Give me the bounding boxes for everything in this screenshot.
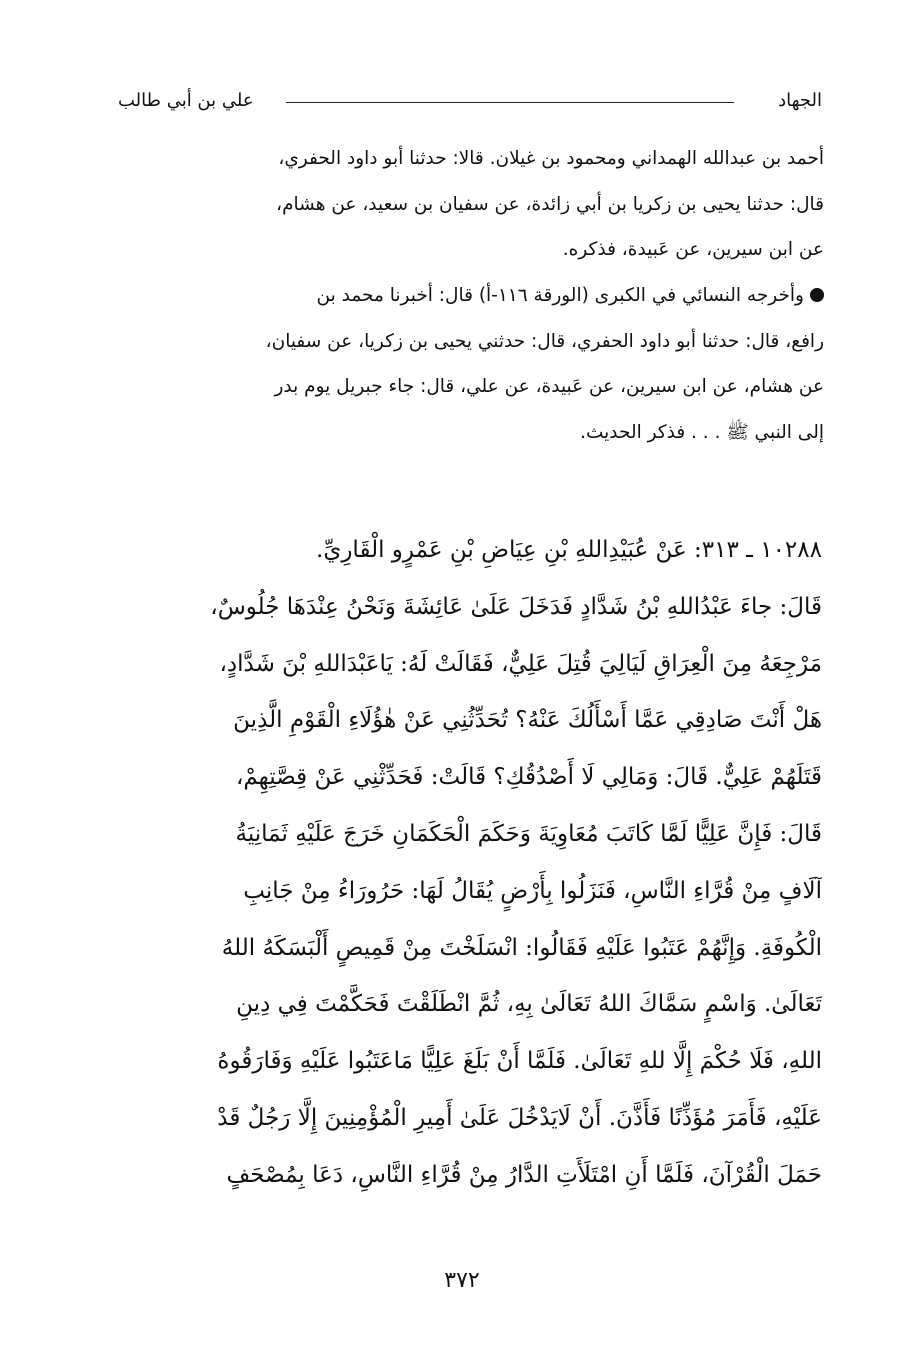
footnote-line: عن ابن سيرين، عن عَبيدة، فذكره. bbox=[562, 239, 824, 261]
footnote-line: وأخرجه النسائي في الكبرى (الورقة ١١٦-أ) قال: أخبرنا محمد بن bbox=[316, 285, 804, 307]
bullet-icon bbox=[810, 288, 824, 302]
page-number: ٣٧٢ bbox=[444, 1268, 480, 1293]
hadith-narrator: عَنْ عُبَيْدِاللهِ بْنِ عِيَاضِ بْنِ عَمْرٍو الْقَارِيِّ. bbox=[316, 537, 687, 563]
footnote-line: رافع، قال: حدثنا أبو داود الحفري، قال: حدثني يحيى بن زكريا، عن سفيان، bbox=[265, 330, 824, 352]
running-header bbox=[118, 88, 822, 118]
footnote-line: عن هشام، عن ابن سيرين، عن عَبيدة، عن علي، قال: جاء جبريل يوم بدر bbox=[274, 376, 824, 398]
hadith-line: هَلْ أَنْتَ صَادِقِي عَمَّا أَسْأَلُكَ عَنْهُ؟ تُحَدِّثُنِي عَنْ هٰؤُلَاءِ الْقَوْمِ الَّذِينَ bbox=[233, 707, 822, 734]
header-rule bbox=[286, 102, 734, 103]
hadith-line: قَالَ: جاءَ عَبْدُاللهِ بْنُ شَدَّادٍ فَدَخَلَ عَلَىٰ عَائِشَةَ وَنَحْنُ عِنْدَهَا جُلُوسٌ، bbox=[210, 593, 822, 620]
hadith-line: عَلَيْهِ، فَأَمَرَ مُؤَذِّنًا فَأَذَّنَ. أَنْ لَايَدْخُلَ عَلَىٰ أَمِيرِ الْمُؤْمِنِينَ إِلَّا رَجُلٌ قَدْ bbox=[217, 1104, 822, 1131]
hadith-line: حَمَلَ الْقُرْآنَ، فَلَمَّا أَنِ امْتَلَأَتِ الدَّارُ مِنْ قُرَّاءِ النَّاسِ، دَعَا بِمُصْحَفٍ bbox=[226, 1161, 822, 1188]
hadith-line: قَالَ: فَإِنَّ عَلِيًّا لَمَّا كَاتَبَ مُعَاوِيَةَ وَحَكَمَ الْحَكَمَانِ خَرَجَ عَلَيْهِ ثَمَانِيَةُ bbox=[235, 820, 822, 847]
hadith-line: مَرْجِعَهُ مِنَ الْعِرَاقِ لَيَالِيَ قُتِلَ عَلِيٌّ، فَقَالَتْ لَهُ: يَاعَبْدَاللهِ بْنَ شَدَّادٍ، bbox=[219, 650, 822, 677]
hadith-line: قَتَلَهُمْ عَلِيٌّ. قَالَ: وَمَالِي لَا أَصْدُقُكِ؟ قَالَتْ: فَحَدِّثْنِي عَنْ قِصَّتِهِمْ، bbox=[235, 764, 822, 791]
footnote-line: قال: حدثنا يحيى بن زكريا بن أبي زائدة، عن سفيان بن سعيد، عن هشام، bbox=[276, 193, 824, 215]
hadith-line: الْكُوفَةِ. وَإِنَّهُمْ عَتَبُوا عَلَيْهِ فَقَالُوا: انْسَلَخْتَ مِنْ قَمِيصٍ أَلْبَسَكَهُ اللهُ bbox=[221, 934, 822, 961]
footnote-block bbox=[112, 136, 824, 456]
hadith-line: تَعَالَىٰ. وَاسْمٍ سَمَّاكَ اللهُ تَعَالَىٰ بِهِ، ثُمَّ انْطَلَقْتَ فَحَكَّمْتَ فِي دِينِ bbox=[236, 991, 822, 1018]
hadith-line: آلَافٍ مِنْ قُرَّاءِ النَّاسِ، فَنَزَلُوا بِأَرْضٍ يُقَالُ لَهَا: حَرُورَاءُ مِنْ جَانِبِ bbox=[243, 877, 822, 904]
hadith-line: اللهِ، فَلَا حُكْمَ إِلَّا للهِ تَعَالَىٰ. فَلَمَّا أَنْ بَلَغَ عَلِيًّا مَاعَتَبُوا عَلَيْهِ وَفَارَقُوهُ bbox=[217, 1048, 822, 1075]
header-section-name: الجهاد bbox=[778, 90, 822, 111]
header-book-title: علي بن أبي طالب bbox=[118, 90, 254, 111]
footnote-line: إلى النبي ﷺ . . . فذكر الحديث. bbox=[580, 422, 824, 444]
hadith-block bbox=[108, 522, 822, 1204]
hadith-heading bbox=[108, 522, 822, 579]
footnote-bullet-line bbox=[112, 273, 824, 319]
footnote-line: أحمد بن عبدالله الهمداني ومحمود بن غيلان. قالا: حدثنا أبو داود الحفري، bbox=[278, 148, 824, 169]
hadith-number: ١٠٢٨٨ ـ ٣١٣: bbox=[694, 537, 822, 563]
